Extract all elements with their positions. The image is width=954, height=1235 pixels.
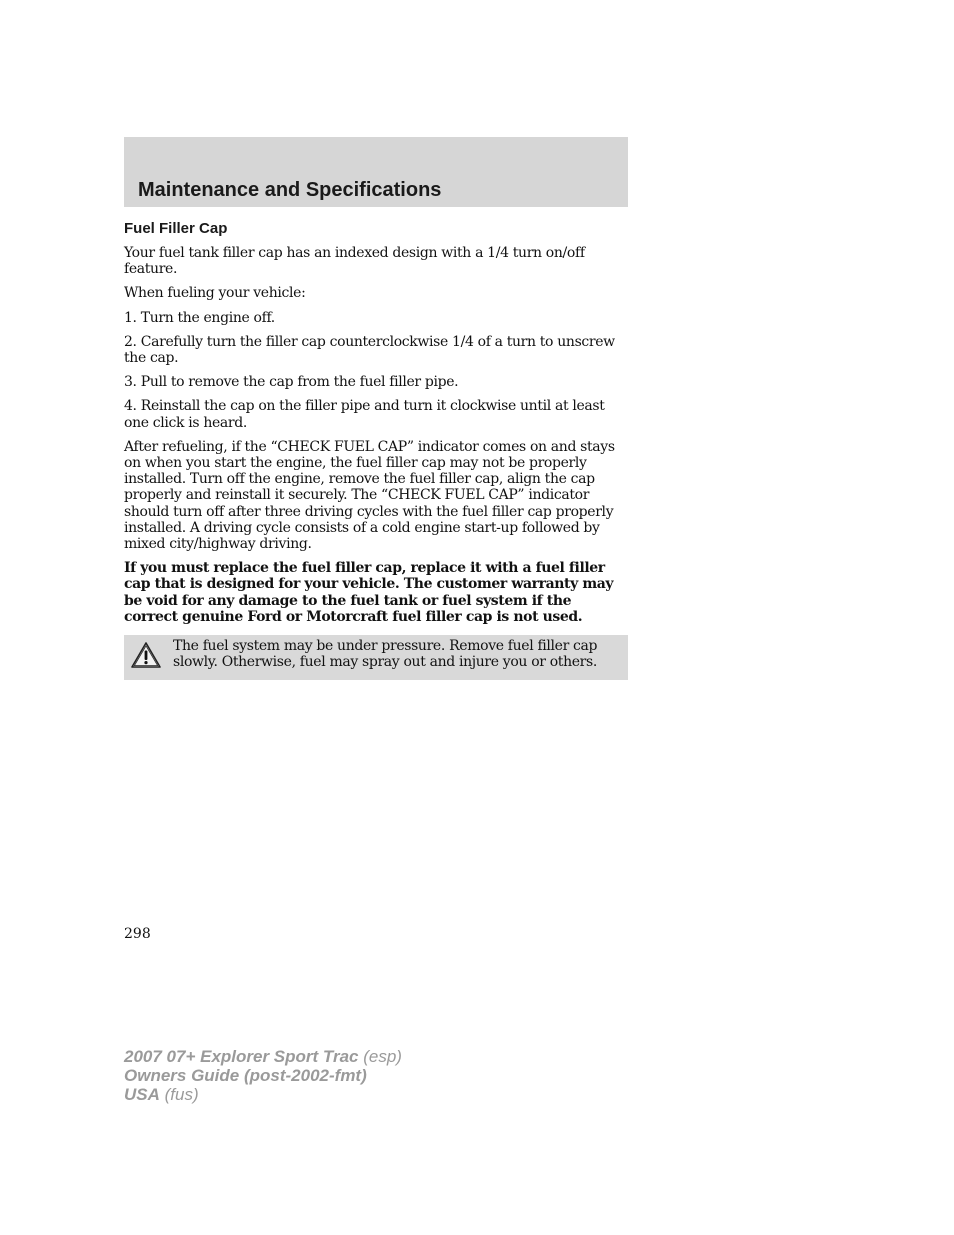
step-3: 3. Pull to remove the cap from the fuel filler pipe. (124, 374, 459, 391)
step-4: 4. Reinstall the cap on the filler pipe and turn it clockwise until at least one click is heard. (124, 398, 605, 431)
footer-line-2 (124, 1066, 402, 1085)
warning-box (124, 635, 628, 680)
footer-vehicle-model: 2007 07+ Explorer Sport Trac (124, 1047, 359, 1066)
page-number: 298 (124, 926, 151, 942)
footer-guide-name: Owners Guide (post-2002-fmt) (124, 1066, 367, 1085)
step-2: 2. Carefully turn the filler cap counterclockwise 1/4 of a turn to unscrew the cap. (124, 333, 615, 367)
paragraph-after-refueling: After refueling, if the “CHECK FUEL CAP” indicator comes on and stays on when you start the engine, the fuel filler cap may not be properly installed. Turn off the engine, remove the fuel filler cap, align the cap properly and reinstall it securely. The “CHECK FUEL CAP” indicator should turn off after three driving cycles with the fuel filler cap properly installed. A driving cycle consists of a cold engine start-up followed by mixed city/highway driving. (124, 438, 615, 553)
subheading-fuel-filler-cap: Fuel Filler Cap (124, 220, 228, 237)
warning-text: The fuel system may be under pressure. Remove fuel filler cap slowly. Otherwise, fuel may spray out and injure you or others. (173, 638, 598, 671)
footer-market-code: (fus) (159, 1085, 199, 1104)
page-content (124, 220, 628, 680)
document-footer (124, 1047, 402, 1104)
footer-line-1 (124, 1047, 402, 1066)
section-header-band (124, 137, 628, 207)
warning-triangle-icon (130, 641, 162, 669)
bold-notice: If you must replace the fuel filler cap, replace it with a fuel filler cap that is designed for your vehicle. The customer warranty may be void for any damage to the fuel tank or fuel system if the correct genuine Ford or Motorcraft fuel filler cap is not used. (124, 560, 614, 625)
footer-vehicle-code: (esp) (358, 1047, 402, 1066)
footer-market: USA (124, 1085, 160, 1104)
paragraph-intro: Your fuel tank filler cap has an indexed design with a 1/4 turn on/off feature. (124, 245, 585, 278)
paragraph-when-fueling: When fueling your vehicle: (124, 285, 306, 302)
section-title: Maintenance and Specifications (138, 179, 442, 201)
step-1: 1. Turn the engine off. (124, 309, 275, 326)
footer-line-3 (124, 1085, 402, 1104)
